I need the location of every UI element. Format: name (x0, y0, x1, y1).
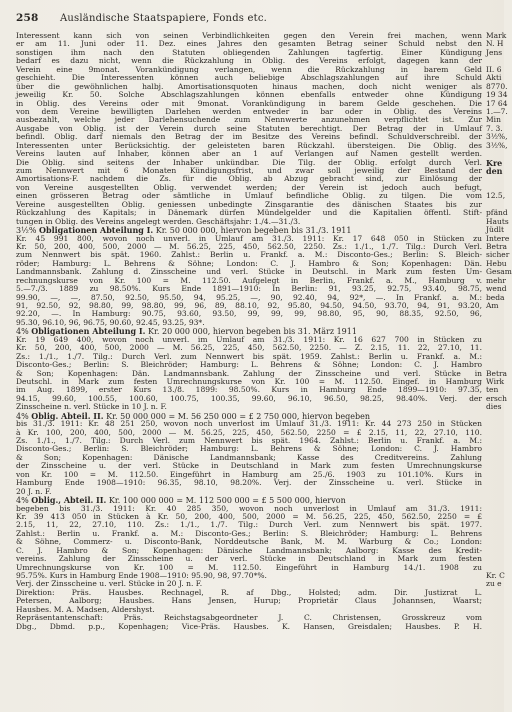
text-line: Dbg., Dbmd. p.p., Kopenhagen; Vice-Präs. Hausbes. K. Hansen, Greisdalen; Hausbes. P. H. (16, 621, 482, 631)
text-line: der Zinsscheine u. der verl. Stücke in Deutschland in Mark zum festen Umrechnungskurse (16, 461, 482, 471)
margin-fragment (486, 412, 504, 420)
margin-fragment: dies (486, 402, 502, 412)
text-line: von Kr. 100 = M. 112.50. Eingeführt in Hamburg am 25./6. 1903 zu 101.10%. Kurs in (16, 469, 482, 479)
page-number: 258 (16, 12, 39, 24)
adjacent-column-fragments (486, 31, 512, 708)
margin-fragment (486, 310, 504, 318)
margin-fragment (486, 175, 504, 183)
interest-rate: 4% (16, 496, 32, 506)
text-line: zum Nennwert mit 6 Monaten Kündigungsfrist, und zwar soll jeweilig der Bestand der (16, 166, 482, 175)
margin-fragment: Min (486, 115, 501, 125)
margin-fragment (486, 327, 504, 335)
text-line: & Son; Kopenhagen: Dänische Landmannsbank; Kasse des Creditvereins. Zahlung (16, 452, 482, 462)
margin-fragment: den (486, 166, 503, 176)
text-line: Disconto-Ges.; Berlin: S. Bleichröder; Hamburg: L. Behrens & Söhne; London: C. J. Hambro (16, 360, 482, 370)
text-line: im Aug. 1899, erster Kurs 13./8. 1899: 98.50%. Kurs in Hamburg Ende 1899—1910: 97.35, (16, 385, 482, 395)
section-heading-text: Kr. 100 000 000 = M. 112 500 000 = £ 5 500 000, hiervon (106, 496, 346, 506)
text-line: Interessenten unter Berücksichtig. der geleisteten baren Rückzahl. übersteigen. Die Oblig. des (16, 140, 482, 150)
margin-fragment: 3½%, (486, 132, 508, 142)
section-heading-text: Kr. 20 000 000, hiervon begeben bis 31. März 1911 (145, 327, 357, 337)
margin-fragment: pfänd (486, 208, 508, 218)
text-line: von dem Vereine bewilligten Darlehen werden entweder in bar oder in Oblig. des Vereins (16, 106, 482, 116)
margin-fragment (486, 445, 504, 453)
text-line: über die gewöhnlichen halbj. Amortisationsquoten hinaus machen, doch nicht weniger als (16, 81, 482, 91)
text-line: geschieht. Die Interessenten können auch beliebige Abschlagszahlungen auf ihre Schuld (16, 73, 482, 83)
margin-fragment: Hebu (486, 258, 507, 268)
text-line: Kr. 19 649 400, wovon noch unverl. im Umlauf am 31./3. 1911: Kr. 16 627 700 in Stücken zu (16, 334, 482, 344)
text-line: Zs.: 1./1., 1./7. Tilg.: Durch Verl. zum Nennwert bis spät. 1959. Zahlst.: Berlin u. Frankf. a. M.: (16, 351, 482, 361)
text-line: 95.30, 96.10, 96, 96.75, 90.60, 92.45, 93.25, 93*. (16, 317, 205, 327)
text-line: 92.20, —. In Hamburg: 90.75, 93.60, 93.50, 99, 99, 99, 98.80, 95, 90, 88.35, 92.50, 96, (16, 309, 482, 319)
text-line: rechnungskurse von Kr. 100 = M. 112.50. Aufgelegt in Berlin, Frankf. a. M., Hamburg v. (16, 275, 482, 285)
text-line: Vereine ausgestellten Oblig. geniessen unbedingte Zinsgarantie des dänischen Staates bis zur (16, 199, 482, 209)
margin-fragment: 7. 3. (486, 123, 503, 133)
margin-fragment: Akti (486, 73, 502, 83)
text-line: 95.75%. Kurs in Hamburg Ende 1908—1910: 95.90, 98, 97.70*%. (16, 571, 267, 580)
text-line: Amortisations-F. nachdem die Zs. für die Oblig. ab Abzug gebracht sind, zur Einlösung der (16, 174, 482, 184)
text-line: begeben bis 31./3. 1911: Kr. 40 285 350, wovon noch unverlost in Umlauf am 31./3. 1911: (16, 503, 482, 513)
text-line: tungen in Oblig. des Vereins angelegt werden. Geschäftsjahr: 1./4.—31./3. (16, 216, 301, 226)
text-line: à Kr. 100, 200, 400, 500, 2000 — M. 56.25, 225, 450, 562.50, 2250 = £ 2.15, 11, 22, 27.10, 110. (16, 427, 482, 437)
margin-fragment: Kr. C (486, 571, 505, 580)
margin-fragment: Kre (486, 157, 503, 168)
margin-fragment: Wirk (486, 376, 505, 386)
page-header (16, 12, 486, 28)
margin-fragment: Am (486, 301, 499, 310)
margin-fragment: ten (486, 385, 499, 395)
margin-fragment (486, 420, 504, 428)
margin-fragment: 1.—7. (486, 106, 508, 116)
margin-fragment (486, 538, 504, 546)
margin-fragment: Mark (486, 31, 507, 40)
margin-fragment: 17 64 (486, 98, 508, 108)
margin-fragment: beda (486, 292, 505, 302)
text-line: Kr. 50, 200, 400, 500, 2000 — M. 56.25, 225, 450, 562.50, 2250. Zs.: 1./1., 1./7. Tilg.: Durch Verl. (16, 241, 482, 251)
text-line: Vereins lauten auf Inhaber, können aber an 1 auf Verlangen auf Namen gestellt werden. (16, 149, 482, 159)
margin-fragment (486, 454, 504, 462)
margin-fragment: sicher (486, 250, 510, 260)
margin-fragment: mehr (486, 275, 506, 285)
text-line: Zinsscheine n. verl. Stücke in 10 J. n. F. (16, 402, 167, 412)
text-line: Ausgabe von Oblig. ist der Verein durch seine Statuten berechtigt. Der Betrag der in Umlauf (16, 123, 482, 133)
margin-fragment: ersch (486, 393, 507, 403)
text-line: Repräsentantenschaft: Präs. Reichstagsabgeordneter J. C. Christensen, Grosskreuz vom (16, 613, 482, 623)
text-line: Disconto-Ges.; Berlin: S. Bleichröder; Hamburg: L. Behrens & Söhne; London: C. J. Hambro (16, 444, 482, 454)
text-line: & Söhne, Commerz- u. Disconto-Bank, Norddeutsche Bank, M. M. Warburg & Co.; London: (16, 537, 482, 547)
margin-fragment: Intere (486, 233, 510, 243)
margin-fragment: Betra (486, 368, 508, 378)
margin-fragment: Jüdlt (486, 225, 505, 235)
margin-fragment (486, 496, 504, 504)
margin-fragment (486, 479, 504, 487)
interest-rate: 4% (16, 327, 32, 337)
running-title: Ausländische Staatspapiere, Fonds etc. (60, 13, 268, 24)
margin-fragment: 3½%, (486, 140, 508, 150)
margin-fragment (486, 319, 504, 327)
text-line: Umrechnungskurse von Kr. 100 = M. 112.50. Eingeführt in Hamburg 14./1. 1908 zu (16, 562, 482, 572)
margin-fragment (486, 437, 504, 445)
margin-fragment: 12.5, (486, 191, 506, 201)
margin-fragment (486, 547, 504, 555)
margin-fragment (486, 513, 504, 521)
text-line: Verj. der Zinsscheine u. verl. Stücke in 20 J. n. F. (16, 579, 203, 589)
margin-fragment (486, 488, 504, 496)
interest-rate: 3½% (16, 226, 39, 236)
text-line: in Oblig. des Vereins oder mit 9monat. Vorankündigung in barem Gelde geschehen. Die (16, 98, 482, 108)
text-line: & Son; Kopenhagen: Dän. Landmannsbank. Zahlung der Zinsscheine und verl. Stücke in (16, 368, 482, 378)
main-text-column (16, 32, 482, 708)
margin-fragment: 8770. (486, 81, 508, 91)
text-line: zum Nennwert bis spät. 1960. Zahlst.: Berlin u. Frankf. a. M.: Disconto-Ges.; Berlin: S. Bleich- (16, 250, 482, 260)
margin-fragment (486, 555, 504, 563)
text-line: Deutschl. in Mark zum festen Umrechnungskurse von Kr. 100 = M. 112.50. Eingef. in Hamburg (16, 376, 482, 386)
text-line: Kr. 39 413 050 in Stücken à Kr. 50, 200, 400, 500, 2000 = M. 56.25, 225, 450, 562.50, 2250 = £ (16, 511, 482, 521)
margin-fragment (486, 471, 504, 479)
margin-fragment: N. H (486, 39, 504, 49)
text-line: röder; Hamburg: L. Behrens & Söhne; London: C. J. Hambro & Son; Kopenhagen: Dän. (16, 258, 482, 268)
section-heading-text: Kr. 50 000 000 = M. 56 250 000 = £ 2 750 000, hiervon begeben (103, 411, 371, 421)
margin-fragment (486, 462, 504, 470)
margin-fragment: Jens (486, 47, 503, 57)
text-line: 2.15, 11, 22, 27.10, 110. Zs.: 1./1., 1./7. Tilg.: Durch Verl. zum Nennwert bis spät. 1977. (16, 520, 482, 530)
text-line: Direktion: Präs. Hausbes. Rechnagel, R. af Dbg., Holsted; adm. Dir. Justizrat L. (16, 587, 482, 597)
margin-fragment: wend (486, 284, 507, 294)
margin-fragment (486, 344, 504, 352)
text-line: bedarf es dazu nicht, wenn die Rückzahlung in Oblig. des Vereins erfolgt, dagegen kann der (16, 56, 482, 66)
text-line: Zs. 1./1., 1./7. Tilg.: Durch Verl. zum Nennwert bis spät. 1964. Zahlst.: Berlin u. Frankf. a. M.: (16, 436, 482, 445)
margin-fragment: II. 6 (486, 64, 502, 74)
text-line: Rückzahlung des Kapitals; in Dänemark dürfen Mündelgelder und die Kapitalien öffentl. Stift- (16, 208, 482, 218)
text-line: 5.—7./3. 1889 zu 98.50%. Kurs Ende 1891—1910: In Berlin: 91, 93.25, 92.75, 93.40, 98.75, (16, 284, 482, 294)
margin-fragment (486, 521, 504, 529)
text-line: Zahlst.: Berlin u. Frankf. a. M.: Disconto-Ges.; Berlin: S. Bleichröder; Hamburg: L. Behrens (16, 528, 482, 538)
text-line: 20 J. n. F. (16, 486, 52, 496)
text-line: bis 31./3. 1911: Kr. 48 251 250, wovon noch unverlost im Umlauf 31./3. 1911: Kr. 44 273 250 in Stücken (16, 419, 482, 429)
text-line: vereins. Zahlung der Zinsscheine u. der verl. Stücke in Deutschland in Mark zum festen (16, 554, 482, 564)
text-line: befindl. Oblig. darf niemals den Betrag der im Besitze des Vereins befindl. Schuldverschreibl. der (16, 132, 482, 142)
text-line: er am 11. Juni oder 11. Dez. eines Jahres den gesamten Betrag seiner Schuld nebst den (16, 39, 482, 49)
bond-series-title: Obligationen Abteilung I. (31, 326, 146, 337)
margin-fragment (486, 336, 504, 344)
text-line: einen grösseren Betrag oder sämtliche in Umlauf befindliche Oblig. zu tilgen. Die vom (16, 191, 482, 201)
text-line: Interessent kann sich von seinen Verbindlichkeiten gegen den Verein frei machen, wenn (16, 31, 482, 40)
margin-fragment (486, 530, 504, 538)
margin-fragment (486, 429, 504, 437)
text-line: Hamburg Ende 1908—1910: 96.35, 98.10, 98.20%. Verj. der Zinsscheine u. verl. Stücke in (16, 478, 482, 488)
margin-fragment: Hauts (486, 216, 509, 226)
text-line: Kr. 50, 200, 400, 500, 2000 — M. 56.25, 225, 450, 562.50, 2250. — Z. 2.15, 11. 22, 27.10, 11. (16, 343, 482, 353)
margin-fragment: zu e (486, 579, 502, 589)
text-line: Hausbes. M. A. Madsen, Aldershyst. (16, 604, 155, 614)
text-line: jeweilig Kr. 50. Solche Abschlagszahlungen können ebenfalls entweder ohne Kündigung (16, 90, 482, 100)
text-line: 91, 92.50, 92, 98.80, 99, 98.80, 99, 96, 89, 88.10, 92, 95.80, 94.50, 94.50, 93.70, 94, 91, 93.20, (16, 301, 482, 310)
text-line: Landmannsbank. Zahlung d. Zinsscheine und verl. Stücke in Deutschl. in Mark zum festen Um- (16, 267, 482, 277)
text-line: 94.15, 99.60, 100.55, 100.60, 100.75, 100.35, 99.60, 96.10, 96.50, 98.25, 98.40%. Verj. der (16, 393, 482, 403)
text-line: von Vereine ausgestellten Oblig. verwendet werden; der Verein ist jedoch auch befugt, (16, 182, 482, 192)
section-heading-text: Kr. 50 000 000, hiervon begeben bis 31./3. 1911 (153, 226, 352, 236)
margin-fragment (486, 505, 504, 513)
margin-fragment (486, 353, 504, 361)
margin-fragment: Betra (486, 241, 508, 251)
text-line: Petersen, Aalborg; Hausbes. Hans Jensen, Hurup; Proprietär Claus Johannsen, Waarst; (16, 596, 482, 606)
text-line: ausbezahlt, welche jeder Darlehensuchende zum Nennwerte anzunehmen verpflichtet ist. Zur (16, 115, 482, 125)
text-line: Kr. 45 991 800, wovon noch unverl. in Umlauf am 31./3. 1911: Kr. 17 648 050 in Stücken zu (16, 233, 482, 243)
interest-rate: 4% (16, 411, 32, 421)
bond-series-title: Oblig. Abteil. II. (31, 410, 104, 421)
text-line: Verein eine 9monat. Vorankündigung verlangen, wenn die Rückzahlung in barem Geld (16, 64, 482, 74)
text-line: C. J. Hambro & Son; Kopenhagen: Dänische Landmannsbank; Aalborg: Kasse des Kredit- (16, 545, 482, 555)
bond-series-title: Oblig., Abteil. II. (31, 495, 107, 506)
margin-fragment: 19 34 (486, 90, 508, 100)
bond-series-title: Obligationen Abteilung I. (39, 225, 154, 236)
text-line: Die Oblig. sind seitens der Inhaber unkündbar. Die Tilg. der Oblig. erfolgt durch Verl. (16, 157, 482, 167)
text-line: 99.90, —, —, 87.50, 92.50, 95.50, 94, 95.25, —, 90, 92.40, 94, 92*, —. In Frankf. a. M.: (16, 292, 482, 302)
margin-fragment: Gesam (486, 267, 512, 277)
text-line: sonstigen ihm nach den Statuten obliegenden Zahlungen tagfertig. Einer Kündigung (16, 47, 482, 57)
